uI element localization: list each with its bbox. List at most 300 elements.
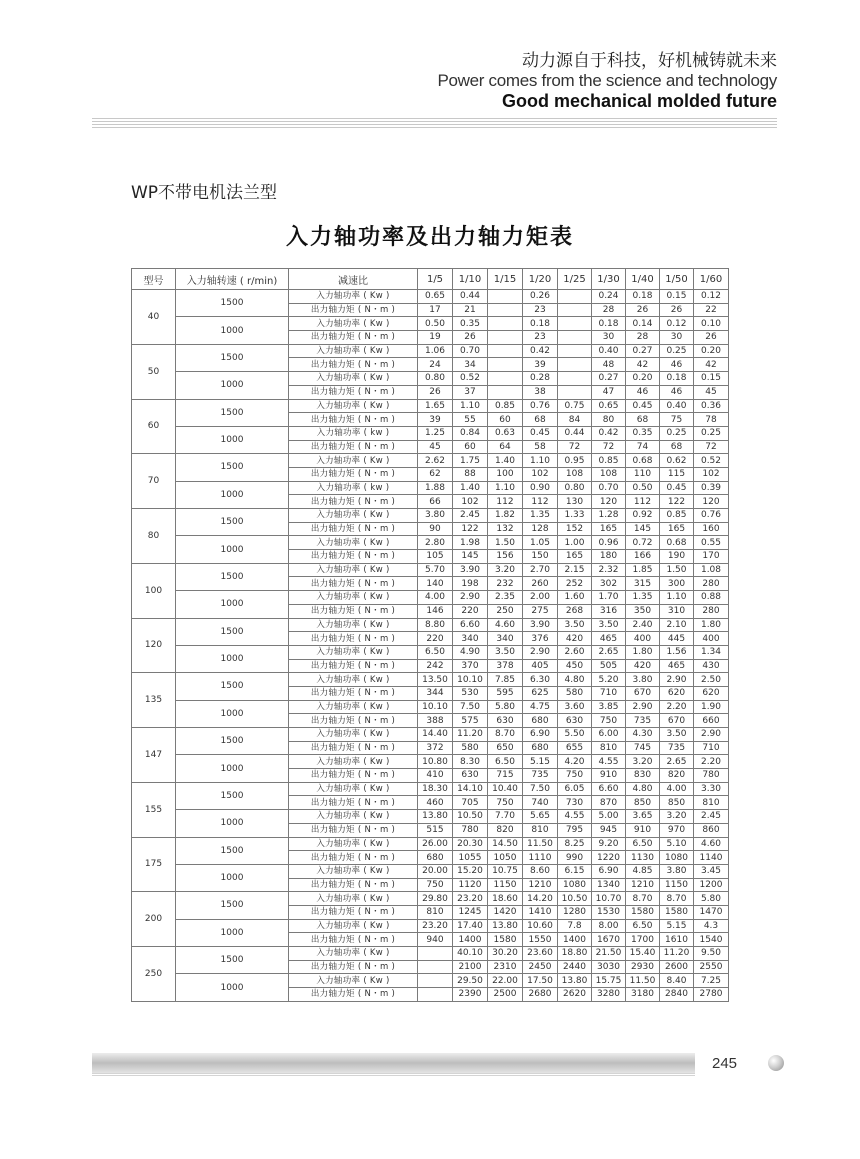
- value-cell: 3.60: [558, 700, 592, 714]
- value-cell: 465: [660, 659, 694, 673]
- value-cell: 1.50: [488, 536, 523, 550]
- value-cell: 0.26: [523, 290, 558, 304]
- value-cell: 122: [453, 522, 488, 536]
- value-cell: [558, 331, 592, 345]
- value-cell: 10.70: [592, 892, 626, 906]
- value-cell: 680: [523, 741, 558, 755]
- value-cell: 47: [592, 385, 626, 399]
- value-cell: 2.90: [626, 700, 660, 714]
- value-cell: 2600: [660, 960, 694, 974]
- value-cell: 655: [558, 741, 592, 755]
- value-cell: 316: [592, 604, 626, 618]
- input-speed-cell: 1000: [176, 864, 289, 891]
- value-cell: 4.00: [660, 782, 694, 796]
- value-cell: 0.75: [558, 399, 592, 413]
- value-cell: 11.50: [626, 974, 660, 988]
- value-cell: [558, 344, 592, 358]
- value-cell: 1.33: [558, 509, 592, 523]
- value-cell: 620: [694, 686, 729, 700]
- value-cell: 0.92: [626, 509, 660, 523]
- value-cell: 42: [626, 358, 660, 372]
- value-cell: 3.90: [453, 563, 488, 577]
- input-speed-cell: 1500: [176, 399, 289, 426]
- parameter-cell: 入力轴功率 ( Kw ): [289, 810, 418, 824]
- value-cell: 0.44: [453, 290, 488, 304]
- parameter-cell: 入力轴功率 ( Kw ): [289, 782, 418, 796]
- value-cell: 1.00: [558, 536, 592, 550]
- value-cell: 72: [592, 440, 626, 454]
- value-cell: 45: [694, 385, 729, 399]
- value-cell: 1.56: [660, 645, 694, 659]
- value-cell: 29.50: [453, 974, 488, 988]
- value-cell: 1420: [488, 905, 523, 919]
- value-cell: 0.65: [418, 290, 453, 304]
- value-cell: 505: [592, 659, 626, 673]
- parameter-cell: 出力轴力矩 ( N・m ): [289, 632, 418, 646]
- table-row: [132, 317, 729, 331]
- value-cell: 710: [592, 686, 626, 700]
- value-cell: 3.45: [694, 864, 729, 878]
- value-cell: [488, 372, 523, 386]
- value-cell: 1.82: [488, 509, 523, 523]
- value-cell: 14.40: [418, 728, 453, 742]
- value-cell: 190: [660, 550, 694, 564]
- value-cell: 7.25: [694, 974, 729, 988]
- value-cell: 3.50: [592, 618, 626, 632]
- value-cell: 39: [418, 413, 453, 427]
- value-cell: 910: [626, 823, 660, 837]
- value-cell: 105: [418, 550, 453, 564]
- value-cell: 9.20: [592, 837, 626, 851]
- value-cell: 6.50: [626, 837, 660, 851]
- parameter-cell: 出力轴力矩 ( N・m ): [289, 413, 418, 427]
- value-cell: 1.05: [523, 536, 558, 550]
- value-cell: 4.80: [558, 673, 592, 687]
- value-cell: 0.95: [558, 454, 592, 468]
- value-cell: 940: [418, 933, 453, 947]
- value-cell: 180: [592, 550, 626, 564]
- parameter-cell: 出力轴力矩 ( N・m ): [289, 933, 418, 947]
- value-cell: 0.25: [660, 426, 694, 440]
- value-cell: 132: [488, 522, 523, 536]
- value-cell: 0.96: [592, 536, 626, 550]
- value-cell: 370: [453, 659, 488, 673]
- value-cell: 145: [626, 522, 660, 536]
- value-cell: 1.35: [626, 591, 660, 605]
- value-cell: 1580: [488, 933, 523, 947]
- value-cell: 122: [660, 495, 694, 509]
- value-cell: 34: [453, 358, 488, 372]
- value-cell: 0.25: [660, 344, 694, 358]
- value-cell: 13.50: [418, 673, 453, 687]
- value-cell: 4.20: [558, 755, 592, 769]
- value-cell: 1540: [694, 933, 729, 947]
- value-cell: 0.76: [523, 399, 558, 413]
- value-cell: 400: [626, 632, 660, 646]
- value-cell: 45: [418, 440, 453, 454]
- value-cell: 280: [694, 604, 729, 618]
- value-cell: [558, 317, 592, 331]
- value-cell: 4.90: [453, 645, 488, 659]
- value-cell: 242: [418, 659, 453, 673]
- value-cell: 102: [694, 467, 729, 481]
- value-cell: [418, 960, 453, 974]
- parameter-cell: 出力轴力矩 ( N・m ): [289, 577, 418, 591]
- parameter-cell: 入力轴功率 ( Kw ): [289, 864, 418, 878]
- value-cell: 22.00: [488, 974, 523, 988]
- value-cell: 0.70: [592, 481, 626, 495]
- value-cell: 5.00: [592, 810, 626, 824]
- value-cell: 14.10: [453, 782, 488, 796]
- value-cell: 5.10: [660, 837, 694, 851]
- input-speed-cell: 1500: [176, 509, 289, 536]
- parameter-cell: 入力轴功率 ( Kw ): [289, 509, 418, 523]
- model-cell: 135: [132, 673, 176, 728]
- value-cell: 8.70: [626, 892, 660, 906]
- input-speed-cell: 1500: [176, 947, 289, 974]
- value-cell: 220: [453, 604, 488, 618]
- value-cell: 1.10: [523, 454, 558, 468]
- value-cell: 0.10: [694, 317, 729, 331]
- value-cell: 23.20: [453, 892, 488, 906]
- value-cell: [488, 290, 523, 304]
- parameter-cell: 入力轴功率 ( Kw ): [289, 454, 418, 468]
- value-cell: [418, 988, 453, 1002]
- value-cell: 410: [418, 769, 453, 783]
- parameter-cell: 出力轴力矩 ( N・m ): [289, 604, 418, 618]
- value-cell: 78: [694, 413, 729, 427]
- model-cell: 40: [132, 290, 176, 345]
- value-cell: 4.75: [523, 700, 558, 714]
- parameter-cell: 入力轴功率 ( kw ): [289, 426, 418, 440]
- value-cell: 300: [660, 577, 694, 591]
- value-cell: 2.10: [660, 618, 694, 632]
- parameter-cell: 入力轴功率 ( Kw ): [289, 563, 418, 577]
- value-cell: 580: [558, 686, 592, 700]
- value-cell: 102: [523, 467, 558, 481]
- value-cell: 128: [523, 522, 558, 536]
- value-cell: 1.06: [418, 344, 453, 358]
- value-cell: 13.80: [558, 974, 592, 988]
- value-cell: 152: [558, 522, 592, 536]
- value-cell: 18.30: [418, 782, 453, 796]
- value-cell: 430: [694, 659, 729, 673]
- power-torque-table: [131, 268, 729, 1002]
- value-cell: 1.35: [523, 509, 558, 523]
- value-cell: 750: [488, 796, 523, 810]
- value-cell: 6.90: [592, 864, 626, 878]
- page-number: 245: [712, 1055, 738, 1072]
- parameter-cell: 出力轴力矩 ( N・m ): [289, 467, 418, 481]
- value-cell: 830: [626, 769, 660, 783]
- value-cell: 1.90: [694, 700, 729, 714]
- value-cell: 810: [523, 823, 558, 837]
- value-cell: 10.40: [488, 782, 523, 796]
- value-cell: 10.10: [453, 673, 488, 687]
- value-cell: 11.20: [660, 947, 694, 961]
- value-cell: 710: [694, 741, 729, 755]
- value-cell: 10.50: [558, 892, 592, 906]
- value-cell: 24: [418, 358, 453, 372]
- parameter-cell: 出力轴力矩 ( N・m ): [289, 823, 418, 837]
- value-cell: 0.44: [558, 426, 592, 440]
- value-cell: 340: [488, 632, 523, 646]
- value-cell: 3.90: [523, 618, 558, 632]
- value-cell: 0.15: [694, 372, 729, 386]
- value-cell: 1700: [626, 933, 660, 947]
- parameter-cell: 出力轴力矩 ( N・m ): [289, 686, 418, 700]
- value-cell: 1470: [694, 905, 729, 919]
- value-cell: 0.35: [453, 317, 488, 331]
- parameter-cell: 入力轴功率 ( Kw ): [289, 700, 418, 714]
- table-row: [132, 481, 729, 495]
- value-cell: 2680: [523, 988, 558, 1002]
- value-cell: 64: [488, 440, 523, 454]
- value-cell: 1.10: [453, 399, 488, 413]
- value-cell: 1200: [694, 878, 729, 892]
- value-cell: 260: [523, 577, 558, 591]
- value-cell: 2.80: [418, 536, 453, 550]
- value-cell: 445: [660, 632, 694, 646]
- value-cell: 28: [626, 331, 660, 345]
- parameter-cell: 出力轴力矩 ( N・m ): [289, 741, 418, 755]
- value-cell: 0.40: [660, 399, 694, 413]
- value-cell: 2.50: [694, 673, 729, 687]
- input-speed-cell: 1500: [176, 782, 289, 809]
- value-cell: 18.80: [558, 947, 592, 961]
- table-header-row: [132, 269, 729, 290]
- value-cell: [488, 331, 523, 345]
- value-cell: 670: [626, 686, 660, 700]
- value-cell: 2.90: [453, 591, 488, 605]
- value-cell: 344: [418, 686, 453, 700]
- value-cell: 0.52: [694, 454, 729, 468]
- model-cell: 155: [132, 782, 176, 837]
- parameter-cell: 入力轴功率 ( kw ): [289, 481, 418, 495]
- value-cell: 1.34: [694, 645, 729, 659]
- value-cell: 625: [523, 686, 558, 700]
- parameter-cell: 入力轴功率 ( Kw ): [289, 591, 418, 605]
- value-cell: 740: [523, 796, 558, 810]
- value-cell: 735: [660, 741, 694, 755]
- value-cell: 10.80: [418, 755, 453, 769]
- value-cell: 2100: [453, 960, 488, 974]
- value-cell: 0.68: [660, 536, 694, 550]
- value-cell: [558, 372, 592, 386]
- value-cell: 780: [453, 823, 488, 837]
- input-speed-cell: 1000: [176, 645, 289, 672]
- value-cell: 14.20: [523, 892, 558, 906]
- input-speed-cell: 1500: [176, 563, 289, 590]
- value-cell: 160: [694, 522, 729, 536]
- value-cell: 15.40: [626, 947, 660, 961]
- value-cell: 1080: [660, 851, 694, 865]
- value-cell: 0.70: [453, 344, 488, 358]
- value-cell: 3.85: [592, 700, 626, 714]
- value-cell: 23: [523, 331, 558, 345]
- value-cell: 0.68: [626, 454, 660, 468]
- value-cell: 750: [558, 769, 592, 783]
- value-cell: 0.39: [694, 481, 729, 495]
- value-cell: 3.50: [558, 618, 592, 632]
- parameter-cell: 出力轴力矩 ( N・m ): [289, 659, 418, 673]
- value-cell: 166: [626, 550, 660, 564]
- value-cell: 1.25: [418, 426, 453, 440]
- value-cell: 5.20: [592, 673, 626, 687]
- value-cell: 670: [660, 714, 694, 728]
- value-cell: 0.14: [626, 317, 660, 331]
- value-cell: 6.00: [592, 728, 626, 742]
- header-slogan-english: Power comes from the science and technology: [437, 71, 777, 90]
- value-cell: 10.75: [488, 864, 523, 878]
- value-cell: 3.20: [660, 810, 694, 824]
- column-header: 1/15: [488, 269, 523, 290]
- table-row: [132, 728, 729, 742]
- column-header: 入力轴转速 ( r/min): [176, 269, 289, 290]
- value-cell: 0.52: [453, 372, 488, 386]
- column-header: 1/50: [660, 269, 694, 290]
- value-cell: 8.80: [418, 618, 453, 632]
- value-cell: 7.85: [488, 673, 523, 687]
- value-cell: 60: [453, 440, 488, 454]
- value-cell: 0.18: [592, 317, 626, 331]
- value-cell: 0.85: [488, 399, 523, 413]
- value-cell: 28: [592, 303, 626, 317]
- value-cell: 0.85: [660, 509, 694, 523]
- value-cell: [488, 385, 523, 399]
- input-speed-cell: 1500: [176, 673, 289, 700]
- value-cell: 990: [558, 851, 592, 865]
- value-cell: 1055: [453, 851, 488, 865]
- value-cell: 810: [592, 741, 626, 755]
- value-cell: 302: [592, 577, 626, 591]
- value-cell: 8.25: [558, 837, 592, 851]
- value-cell: 515: [418, 823, 453, 837]
- value-cell: 2.32: [592, 563, 626, 577]
- value-cell: 145: [453, 550, 488, 564]
- value-cell: 1150: [488, 878, 523, 892]
- parameter-cell: 入力轴功率 ( Kw ): [289, 974, 418, 988]
- value-cell: 0.80: [418, 372, 453, 386]
- input-speed-cell: 1500: [176, 892, 289, 919]
- value-cell: 750: [418, 878, 453, 892]
- value-cell: 68: [523, 413, 558, 427]
- value-cell: 1110: [523, 851, 558, 865]
- parameter-cell: 出力轴力矩 ( N・m ): [289, 714, 418, 728]
- value-cell: [418, 974, 453, 988]
- input-speed-cell: 1000: [176, 591, 289, 618]
- value-cell: 38: [523, 385, 558, 399]
- model-cell: 80: [132, 509, 176, 564]
- value-cell: 378: [488, 659, 523, 673]
- value-cell: 2780: [694, 988, 729, 1002]
- input-speed-cell: 1500: [176, 344, 289, 371]
- value-cell: 1.28: [592, 509, 626, 523]
- value-cell: 275: [523, 604, 558, 618]
- value-cell: 165: [558, 550, 592, 564]
- parameter-cell: 出力轴力矩 ( N・m ): [289, 988, 418, 1002]
- value-cell: 26: [660, 303, 694, 317]
- value-cell: [558, 290, 592, 304]
- value-cell: 170: [694, 550, 729, 564]
- value-cell: 1400: [558, 933, 592, 947]
- value-cell: 2450: [523, 960, 558, 974]
- value-cell: 58: [523, 440, 558, 454]
- value-cell: 1.85: [626, 563, 660, 577]
- value-cell: 2.45: [453, 509, 488, 523]
- model-cell: 60: [132, 399, 176, 454]
- value-cell: 820: [660, 769, 694, 783]
- value-cell: 1400: [453, 933, 488, 947]
- parameter-cell: 出力轴力矩 ( N・m ): [289, 522, 418, 536]
- value-cell: 7.50: [453, 700, 488, 714]
- value-cell: 1.40: [488, 454, 523, 468]
- parameter-cell: 入力轴功率 ( Kw ): [289, 645, 418, 659]
- table-row: [132, 974, 729, 988]
- value-cell: 6.50: [626, 919, 660, 933]
- value-cell: 72: [694, 440, 729, 454]
- value-cell: 46: [626, 385, 660, 399]
- value-cell: 0.62: [660, 454, 694, 468]
- input-speed-cell: 1000: [176, 810, 289, 837]
- value-cell: 6.50: [488, 755, 523, 769]
- value-cell: 450: [558, 659, 592, 673]
- value-cell: 5.65: [523, 810, 558, 824]
- value-cell: 3.30: [694, 782, 729, 796]
- value-cell: 0.45: [523, 426, 558, 440]
- value-cell: 112: [626, 495, 660, 509]
- value-cell: 420: [558, 632, 592, 646]
- value-cell: 0.28: [523, 372, 558, 386]
- value-cell: 1340: [592, 878, 626, 892]
- table-row: [132, 700, 729, 714]
- value-cell: 1.10: [660, 591, 694, 605]
- value-cell: 72: [558, 440, 592, 454]
- table-row: [132, 591, 729, 605]
- input-speed-cell: 1000: [176, 481, 289, 508]
- input-speed-cell: 1500: [176, 837, 289, 864]
- value-cell: 268: [558, 604, 592, 618]
- value-cell: 1220: [592, 851, 626, 865]
- value-cell: 17.50: [523, 974, 558, 988]
- table-row: [132, 509, 729, 523]
- parameter-cell: 入力轴功率 ( Kw ): [289, 536, 418, 550]
- value-cell: 735: [523, 769, 558, 783]
- value-cell: [488, 317, 523, 331]
- table-row: [132, 536, 729, 550]
- value-cell: 2.65: [660, 755, 694, 769]
- parameter-cell: 入力轴功率 ( Kw ): [289, 344, 418, 358]
- model-cell: 175: [132, 837, 176, 892]
- input-speed-cell: 1000: [176, 536, 289, 563]
- value-cell: 6.60: [453, 618, 488, 632]
- table-row: [132, 426, 729, 440]
- value-cell: 4.30: [626, 728, 660, 742]
- value-cell: 62: [418, 467, 453, 481]
- input-speed-cell: 1000: [176, 426, 289, 453]
- value-cell: 120: [592, 495, 626, 509]
- value-cell: 0.72: [626, 536, 660, 550]
- value-cell: 0.50: [418, 317, 453, 331]
- value-cell: 17: [418, 303, 453, 317]
- value-cell: 1580: [626, 905, 660, 919]
- value-cell: 1.60: [558, 591, 592, 605]
- value-cell: 5.15: [523, 755, 558, 769]
- value-cell: 3.80: [660, 864, 694, 878]
- value-cell: 0.88: [694, 591, 729, 605]
- input-speed-cell: 1500: [176, 618, 289, 645]
- value-cell: 55: [453, 413, 488, 427]
